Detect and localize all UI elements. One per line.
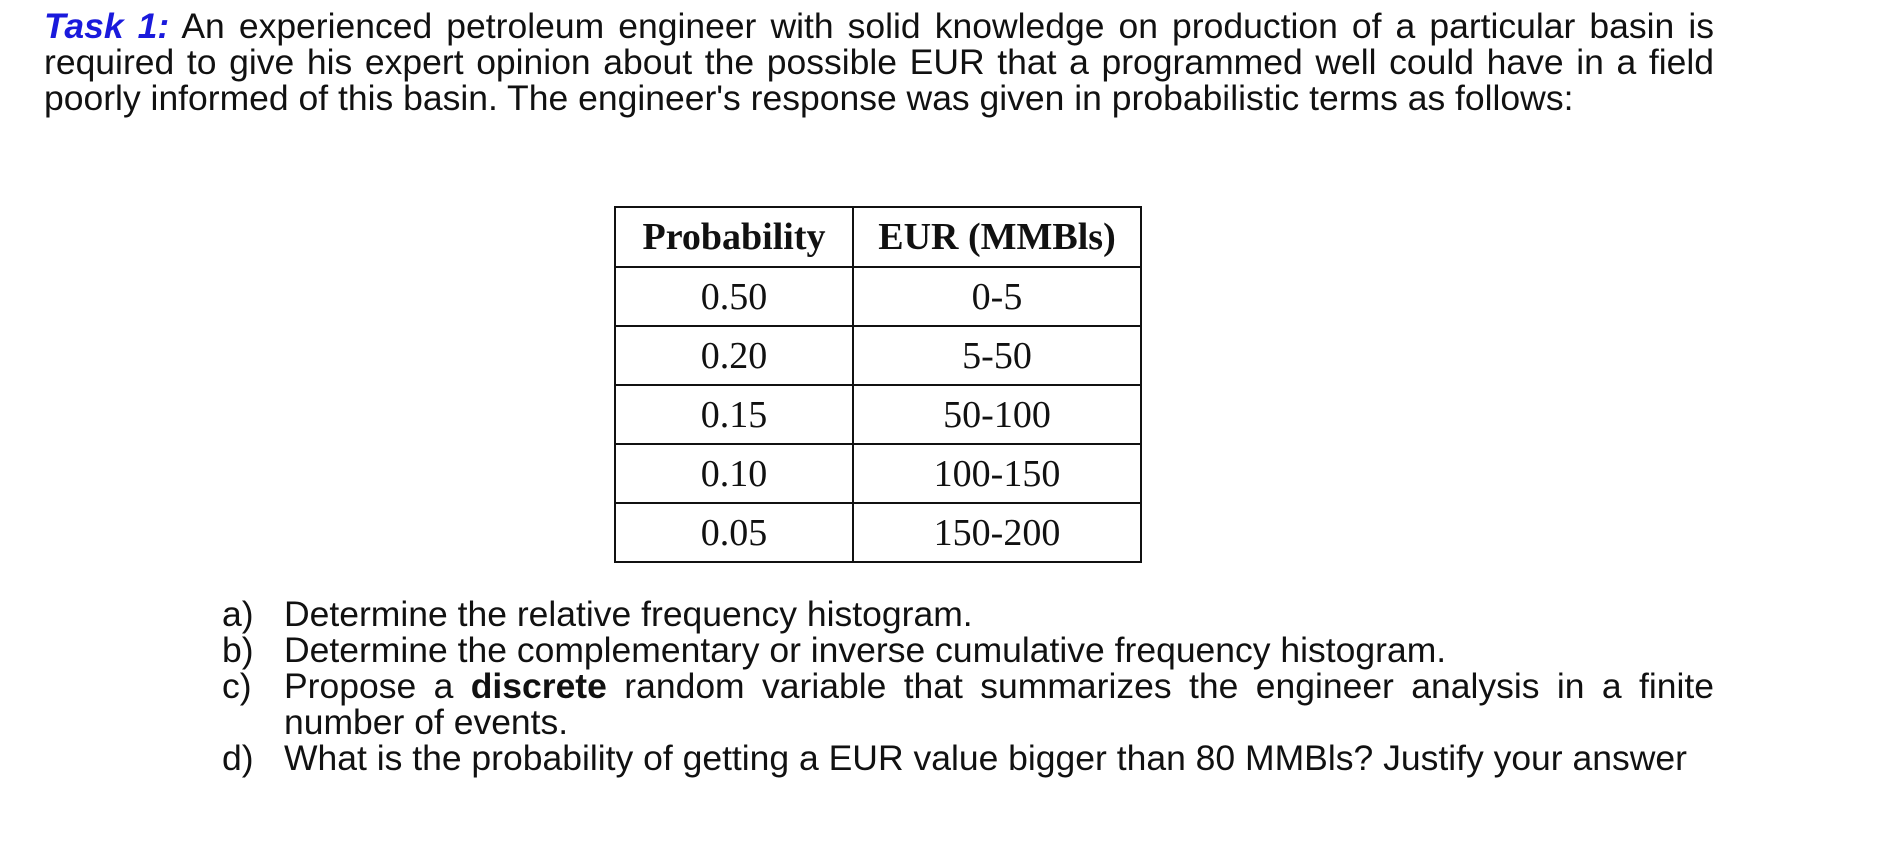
task-label: Task 1: [44, 6, 170, 46]
table-row [615, 267, 1141, 326]
header-eur: EUR (MMBls) [853, 207, 1141, 267]
question-text: What is the probability of getting a EUR value bigger than 80 MMBls? Justify your answer [284, 738, 1687, 778]
cell-probability: 0.50 [615, 267, 853, 326]
question-d [222, 740, 1714, 776]
question-marker: a) [222, 594, 254, 634]
cell-eur: 150-200 [853, 503, 1141, 562]
cell-probability: 0.20 [615, 326, 853, 385]
cell-eur: 0-5 [853, 267, 1141, 326]
cell-eur: 50-100 [853, 385, 1141, 444]
table-row [615, 385, 1141, 444]
cell-probability: 0.05 [615, 503, 853, 562]
table-row [615, 326, 1141, 385]
question-text: Determine the relative frequency histogram. [284, 594, 973, 634]
cell-probability: 0.10 [615, 444, 853, 503]
question-c [222, 668, 1714, 740]
question-a [222, 596, 1714, 632]
table-row [615, 444, 1141, 503]
question-text-after: random variable that summarizes the engineer analysis in a finite number of events. [284, 666, 1714, 742]
task-text: An experienced petroleum engineer with solid knowledge on production of a particular basin is required to give his expert opinion about the possible EUR that a programmed well could have in a field poorly informed of this basin. The engineer's response was given in probabilistic terms as follows: [44, 6, 1714, 118]
question-bold-word: discrete [470, 666, 607, 706]
task-paragraph [44, 8, 1714, 116]
question-marker: c) [222, 666, 252, 706]
question-marker: d) [222, 738, 254, 778]
question-b [222, 632, 1714, 668]
cell-eur: 100-150 [853, 444, 1141, 503]
question-text-before: Propose a [284, 666, 471, 706]
table-row [615, 503, 1141, 562]
question-marker: b) [222, 630, 254, 670]
question-list [222, 596, 1714, 776]
question-text: Determine the complementary or inverse cumulative frequency histogram. [284, 630, 1447, 670]
cell-eur: 5-50 [853, 326, 1141, 385]
header-probability: Probability [615, 207, 853, 267]
probability-eur-table [614, 206, 1142, 563]
table-header-row [615, 207, 1141, 267]
cell-probability: 0.15 [615, 385, 853, 444]
